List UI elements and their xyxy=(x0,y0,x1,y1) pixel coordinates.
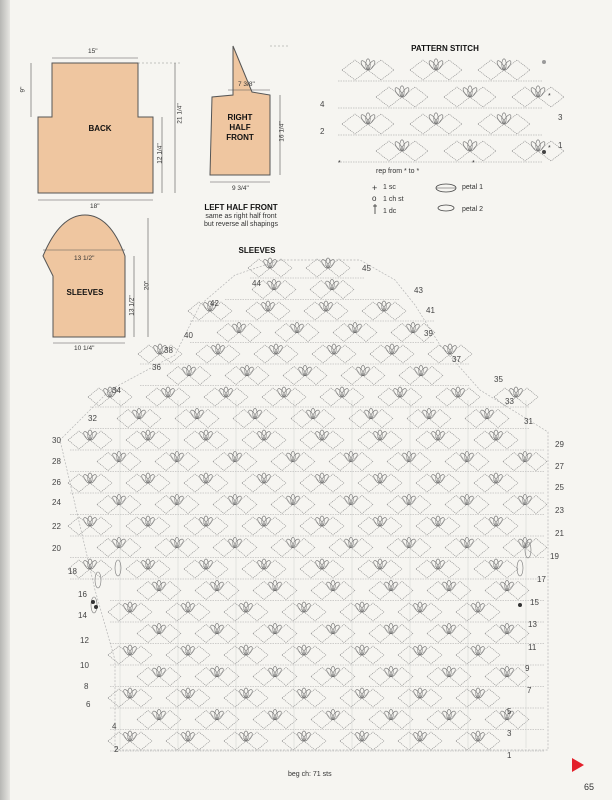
stitch-asterisk-right: * xyxy=(472,160,475,167)
sleeve-row-13: 13 xyxy=(528,620,537,629)
left-half-front-note-2: but reverse all shapings xyxy=(204,221,278,228)
sleeve-row-10: 10 xyxy=(80,661,89,670)
sleeve-row-17: 17 xyxy=(537,575,546,584)
repeat-note: rep from * to * xyxy=(376,168,420,175)
stitch-asterisk-bottom: * xyxy=(548,145,551,152)
sleeves-height-total: 20" xyxy=(143,280,151,291)
petal-2-symbol xyxy=(438,205,454,211)
left-half-front-title: LEFT HALF FRONT xyxy=(204,203,278,212)
sleeve-row-15: 15 xyxy=(530,598,539,607)
sleeve-row-8: 8 xyxy=(84,682,89,691)
sleeve-row-6: 6 xyxy=(86,700,91,709)
legend-dc: 1 dc xyxy=(383,208,397,215)
back-height-side: 9" xyxy=(19,86,27,93)
sleeve-row-24: 24 xyxy=(52,498,61,507)
sleeve-row-32: 32 xyxy=(88,414,97,423)
stitch-row-4: 4 xyxy=(320,100,325,109)
sleeve-row-20: 20 xyxy=(52,544,61,553)
sleeve-row-26: 26 xyxy=(52,478,61,487)
sleeve-row-28: 28 xyxy=(52,457,61,466)
sleeve-row-3: 3 xyxy=(507,729,512,738)
stitch-row-2: 2 xyxy=(320,127,325,136)
left-half-front-note-1: same as right half front xyxy=(205,213,277,220)
sleeve-row-31: 31 xyxy=(524,417,533,426)
sleeve-row-45: 45 xyxy=(362,264,371,273)
sleeves-height-lower: 13 1/2" xyxy=(128,295,136,316)
sleeve-row-7: 7 xyxy=(527,686,532,695)
legend-petal-2: petal 2 xyxy=(462,206,484,213)
right-half-front-title xyxy=(215,113,265,143)
stitch-asterisk-left: * xyxy=(338,160,341,167)
page-number: 65 xyxy=(583,782,594,792)
pattern-stitch-title: PATTERN STITCH xyxy=(411,44,479,53)
right-half-front-title-line2: HALF xyxy=(229,123,251,132)
right-half-front-width-bottom: 9 3/4" xyxy=(232,185,249,192)
sleeve-row-21: 21 xyxy=(555,529,564,538)
right-half-front-title-line3: FRONT xyxy=(226,133,254,142)
pattern-stitch-diagram xyxy=(330,56,570,166)
sleeve-row-2: 2 xyxy=(114,745,119,754)
sleeve-row-4: 4 xyxy=(112,722,117,731)
sleeves-width-bottom: 10 1/4" xyxy=(74,345,95,352)
sleeve-row-11: 11 xyxy=(528,643,537,652)
sleeve-row-29: 29 xyxy=(555,440,564,449)
sleeve-row-19: 19 xyxy=(550,552,559,561)
sleeve-row-44: 44 xyxy=(252,279,261,288)
right-half-front-title-line1: RIGHT xyxy=(227,113,253,122)
legend-petal-1: petal 1 xyxy=(462,184,484,191)
sleeve-row-36: 36 xyxy=(152,363,161,372)
sleeve-row-1: 1 xyxy=(507,751,512,760)
sleeve-row-40: 40 xyxy=(184,331,193,340)
sleeve-row-9: 9 xyxy=(525,664,530,673)
sleeve-chart-diagram xyxy=(0,250,612,770)
sleeve-row-30: 30 xyxy=(52,436,61,445)
sleeve-row-16: 16 xyxy=(78,590,87,599)
back-width-top: 15" xyxy=(88,48,98,55)
back-height-lower: 12 1/4" xyxy=(156,143,164,164)
right-half-front-width-top: 7 3/8" xyxy=(238,81,255,88)
sleeve-row-33: 33 xyxy=(505,397,514,406)
sleeve-row-22: 22 xyxy=(52,522,61,531)
sleeve-row-35: 35 xyxy=(494,375,503,384)
sleeve-row-14: 14 xyxy=(78,611,87,620)
sleeve-row-18: 18 xyxy=(68,567,77,576)
sleeves-title: SLEEVES xyxy=(66,288,104,297)
stitch-asterisk-top: * xyxy=(548,93,551,100)
legend-ch-st: 1 ch st xyxy=(383,196,404,203)
sleeve-row-42: 42 xyxy=(210,299,219,308)
sleeve-row-38: 38 xyxy=(164,346,173,355)
sleeve-row-34: 34 xyxy=(112,386,121,395)
sleeve-row-5: 5 xyxy=(507,707,512,716)
next-page-arrow-icon xyxy=(572,758,584,772)
sc-symbol: + xyxy=(372,183,378,193)
back-height-total: 21 1/4" xyxy=(176,103,184,124)
sleeves-width-top: 13 1/2" xyxy=(74,255,95,262)
sleeve-row-27: 27 xyxy=(555,462,564,471)
stitch-row-3: 3 xyxy=(558,113,563,122)
sleeve-chart-title: SLEEVES xyxy=(238,246,276,255)
sleeve-row-12: 12 xyxy=(80,636,89,645)
ch-st-symbol: o xyxy=(372,194,377,203)
sleeve-row-39: 39 xyxy=(424,329,433,338)
stitch-row-1: 1 xyxy=(558,141,563,150)
sleeve-row-25: 25 xyxy=(555,483,564,492)
sleeve-row-37: 37 xyxy=(452,355,461,364)
beginning-chain-note: beg ch: 71 sts xyxy=(288,771,332,778)
legend-sc: 1 sc xyxy=(383,184,396,191)
sleeve-row-23: 23 xyxy=(555,506,564,515)
sleeve-row-41: 41 xyxy=(426,306,435,315)
back-title: BACK xyxy=(88,124,112,133)
back-width-bottom: 18" xyxy=(90,203,100,210)
right-half-front-schematic-shape xyxy=(210,46,270,175)
right-half-front-height: 16 1/4" xyxy=(278,121,286,142)
sleeve-row-43: 43 xyxy=(414,286,423,295)
